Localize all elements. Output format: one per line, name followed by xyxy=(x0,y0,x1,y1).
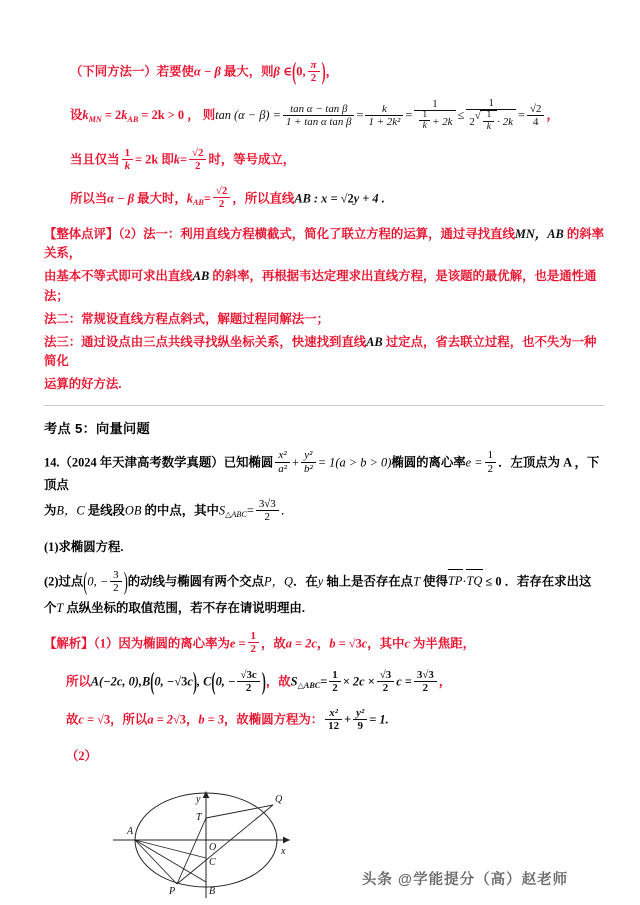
then-word: 则 xyxy=(202,108,216,123)
watermark-text: 头条 @学能提分（高）赵老师 xyxy=(361,872,569,888)
method-one-line xyxy=(44,57,604,86)
final-ellipse-x: $\frac{\text{x²}}{12}$ xyxy=(325,707,342,732)
overall-comment-tag: 【整体点评】 xyxy=(44,226,119,241)
label-x-axis: x xyxy=(281,845,286,857)
solution-line-2: 所以A(−2c, 0),B(0, −√3c), C(0, − $\frac{√3c}{2}$ )，故$S_{\triangle ABC}=$ $\frac{1}{2}$ × 2c × $\frac{√3}{2}$ c = $\frac{3√3}{2}$ ， xyxy=(66,667,452,696)
interval-left: 0, xyxy=(296,64,306,79)
solution-line-3: 故c = √3，所以a = 2√3，b = 3，故椭圆方程为： $\frac{\text{x²}}{12}$ + $\frac{\text{y²}}{9}$ = 1. xyxy=(66,707,389,733)
k-ab: k xyxy=(121,108,128,123)
triangle-area-symbol: S xyxy=(218,503,226,518)
section-heading: 考点 5：向量问题 xyxy=(44,420,151,436)
label-P: P xyxy=(169,885,176,897)
label-Q: Q xyxy=(275,793,283,805)
problem-source: （2024 年天津高考数学真题） xyxy=(59,455,224,470)
equality-condition-line: 当且仅当 $\frac{1}{k}$ = 2k 即k= $\frac{√2}{2}$ 时，等号成立， xyxy=(70,146,296,173)
area-root3-fraction: $\frac{√3}{2}$ xyxy=(377,669,394,694)
question-2-cont: 个T 点纵坐标的取值范围，若不存在请说明理由. xyxy=(44,601,305,616)
tan-fraction-4: 1 2 √ $\frac{1}{k}$ · 2k xyxy=(466,97,516,134)
point-fraction: $\frac{3}{2}$ xyxy=(110,569,121,594)
method-one-expr: α − β xyxy=(193,64,221,79)
tan-fraction-2: $\frac{k}{\text{1 + 2k²}}$ xyxy=(365,103,403,128)
point-a: A(−2c, 0), xyxy=(90,674,142,689)
point-open-paren: ( xyxy=(83,567,88,596)
tan-lhs: tan (α − β) = xyxy=(215,108,281,123)
y-axis-arrow xyxy=(203,791,210,798)
point-close-paren: ) xyxy=(123,567,128,596)
ellipse-x-term: $\frac{\text{x²}}{\text{a²}}$ xyxy=(275,449,290,474)
tan-fraction-3: 1 $\frac{1}{k}$ + 2k xyxy=(414,98,455,134)
equality-fraction: $\frac{1}{k}$ xyxy=(122,147,133,172)
document-content xyxy=(44,57,605,900)
overall-comment-line-5: 运算的好方法. xyxy=(44,377,122,392)
interval-close-paren: ) xyxy=(321,57,326,86)
label-O: O xyxy=(209,841,217,853)
problem-14-stem-2: 为B，C 是线段OB 的中点，其中$S_{\triangle ABC}=$ $\frac{3√3}{2}$ ． xyxy=(44,498,294,524)
ellipse-y-term: $\frac{\text{y²}}{\text{b²}}$ xyxy=(301,449,316,474)
set-k-lead: 设 xyxy=(70,108,83,123)
method-one-mid: 最大，则 xyxy=(220,64,274,79)
label-y-axis: y xyxy=(196,793,201,805)
eccentricity-fraction: $\frac{1}{2}$ xyxy=(485,449,496,474)
solution-tag: 【解析】 xyxy=(44,636,94,651)
part-2-label: （2） xyxy=(66,748,97,763)
point-c-close: ) xyxy=(261,667,266,696)
solution-e-fraction: $\frac{1}{2}$ xyxy=(248,630,259,655)
final-ellipse-y: $\frac{\text{y²}}{9}$ xyxy=(353,707,367,732)
equality-root-fraction: $\frac{√2}{2}$ xyxy=(189,147,206,172)
question-2: (2)过点(0, − $\frac{3}{2}$ )的动线与椭圆有两个交点P，Q．在y 轴上是否存在点T 使得TP·TQ ≤ 0 ．若存在求出这 xyxy=(44,567,592,596)
nested-fraction-3: $\frac{1}{k}$ xyxy=(419,110,430,133)
interval-open-paren: ( xyxy=(292,57,297,86)
sqrt-radical xyxy=(475,110,497,134)
triangle-area-fraction: $\frac{3√3}{2}$ xyxy=(256,498,279,523)
overall-comment-line-4: 法三：通过设点由三点共线寻找纵坐标关系，快速找到直线AB 过定点，省去联立过程，也不失为一种简化 xyxy=(44,335,597,369)
conclusion-line: 所以当α − β 最大时，$k_{AB}=$ $\frac{√2}{2}$ ，所以直线AB : x = √2y + 4 . xyxy=(70,185,385,211)
nested-fraction-4: √ $\frac{1}{k}$ xyxy=(483,110,494,133)
method-one-prefix: （下同方法一）若要使 xyxy=(70,64,194,79)
label-T: T xyxy=(196,811,202,823)
k-mn: k xyxy=(82,108,89,123)
conclusion-fraction: $\frac{√2}{2}$ xyxy=(213,185,230,210)
footer-watermark xyxy=(0,868,640,889)
point-c-open: ( xyxy=(211,667,216,696)
method-one-beta: β ∈ xyxy=(273,64,293,79)
overall-comment-line-3: 法二：常规设直线方程点斜式，解题过程同解法一； xyxy=(44,311,329,326)
label-C: C xyxy=(209,856,216,868)
vector-tq: TQ xyxy=(466,571,482,591)
x-axis-arrow xyxy=(283,837,290,844)
problem-14-stem: 14.（2024 年天津高考数学真题）已知椭圆 $\frac{\text{x²}}{\text{a²}}$ + $\frac{\text{y²}}{\text{b²}}$ = 1(a > b > 0)椭圆的离心率e = $\frac{1}{2}$ ．左顶点为 A ，下顶点 xyxy=(44,449,600,493)
point-c-fraction: $\frac{√3c}{2}$ xyxy=(237,669,259,694)
area-half-fraction: $\frac{1}{2}$ xyxy=(329,669,340,694)
overall-comment-line-2: 由基本不等式即可求出直线AB 的斜率，再根据韦达定理求出直线方程，是该题的最优解，也是通性通法； xyxy=(44,269,597,303)
tan-chain-line: 设$k_{MN} = 2k_{AB} = 2k > 0$ ， 则tan (α − β) = $\frac{\text{tan α − tan β}}{\text{1 + tan α tan β}}$ = $\frac{k}{\text{1 + 2k²}}$ = 1 $\frac{1}{k}$ + 2k ≤ 1 2 √ $\frac{1}{k}$ · 2k = $\frac{√2}{4}$ ， xyxy=(44,98,604,135)
interval-fraction: $\frac{\pi}{2}$ xyxy=(308,59,320,84)
label-A: A xyxy=(127,825,134,837)
section-divider xyxy=(44,405,604,406)
label-B: B xyxy=(209,885,216,897)
problem-number: 14. xyxy=(44,455,60,470)
interval-tail: ， xyxy=(325,64,339,79)
tan-fraction-5: $\frac{√2}{4}$ xyxy=(527,103,544,128)
area-result-fraction: $\frac{3√3}{2}$ xyxy=(414,669,437,694)
vector-tp: TP xyxy=(448,571,462,591)
tan-fraction-1: $\frac{\text{tan α − tan β}}{\text{1 + tan α tan β}}$ xyxy=(283,103,354,128)
solution-line-1: 【解析】（1）因为椭圆的离心率为e = $\frac{1}{2}$ ，故a = 2c，b = √3c，其中c 为半焦距， xyxy=(44,630,475,656)
point-b-close: ) xyxy=(192,667,197,696)
question-1: (1)求椭圆方程. xyxy=(44,539,124,554)
inequality-sign: ≤ xyxy=(457,108,465,123)
overall-comment-line-1: 【整体点评】（2）法一：利用直线方程横截式，简化了联立方程的运算，通过寻找直线MN，AB 的斜率关系， xyxy=(44,226,605,261)
point-b-open: ( xyxy=(150,667,155,696)
